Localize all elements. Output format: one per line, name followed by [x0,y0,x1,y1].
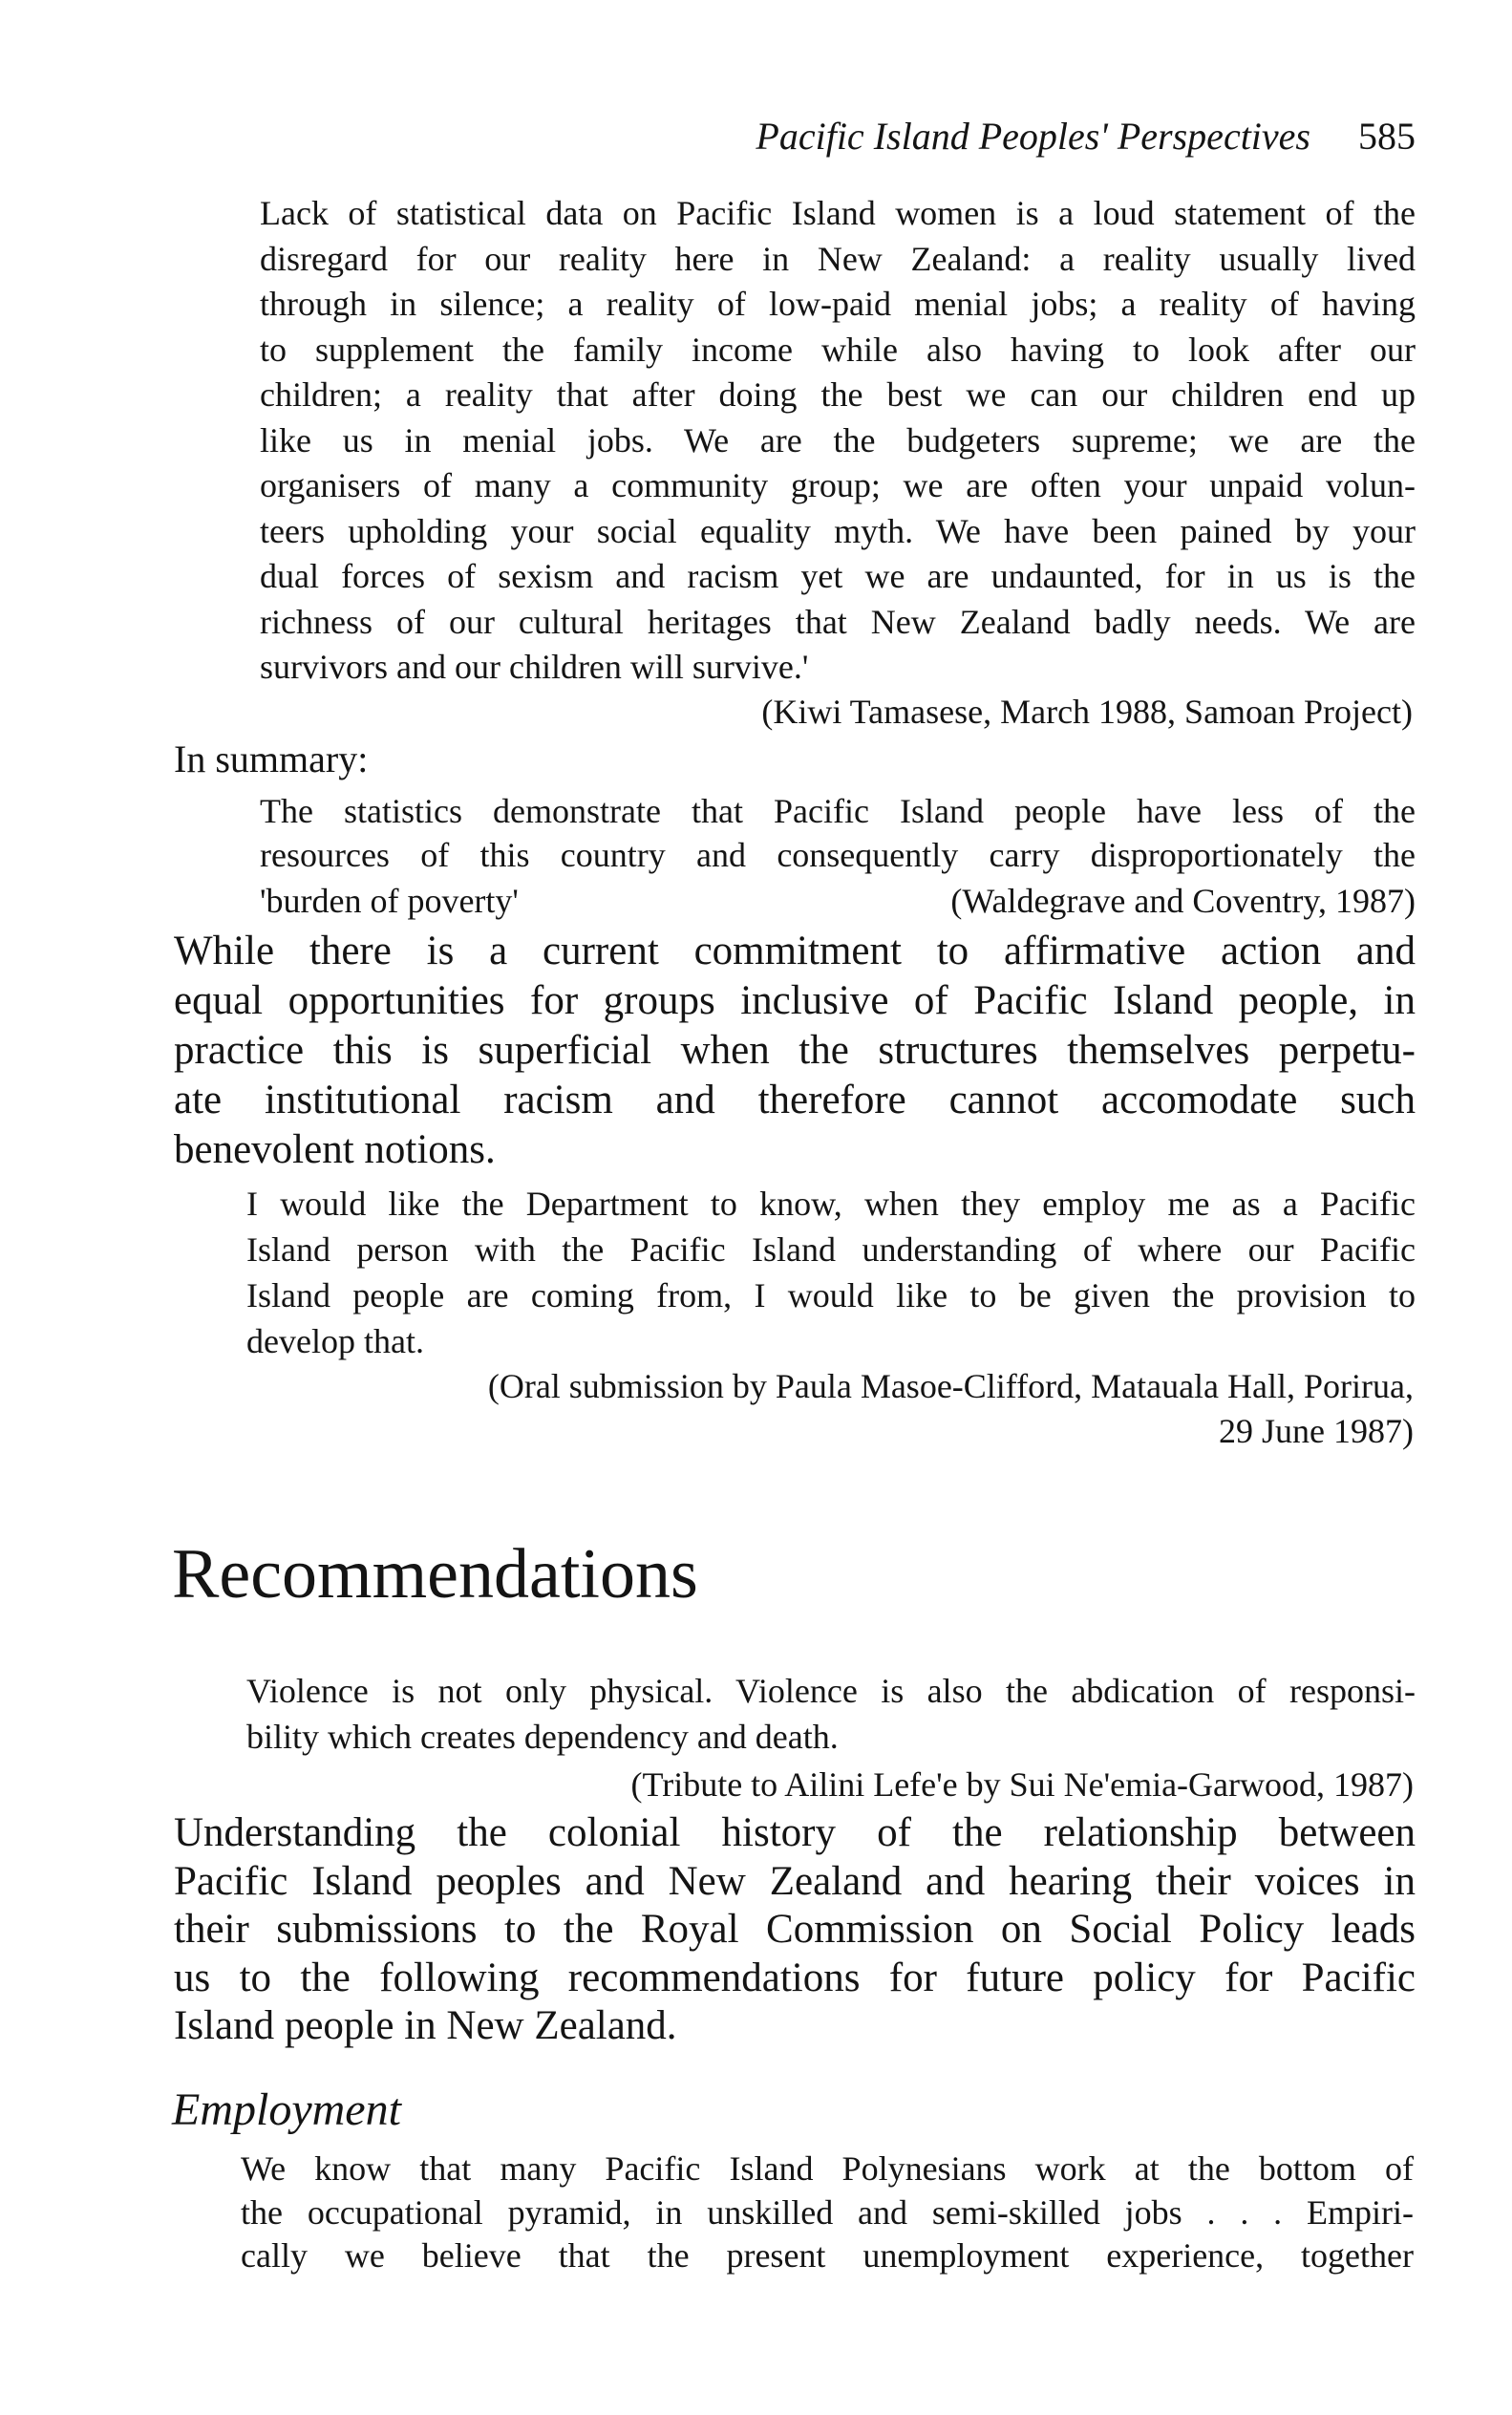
paragraph-line: Island people in New Zealand. [174,2003,677,2048]
quote-line: dual forces of sexism and racism yet we are undaunted, for in us is the [260,557,1416,595]
quote-line: Lack of statistical data on Pacific Island women is a loud statement of the [260,194,1416,232]
paragraph-line: Understanding the colonial history of the relationship between [174,1810,1416,1855]
paragraph-line: equal opportunities for groups inclusive of Pacific Island people, in [174,978,1416,1023]
block-quote-tribute [246,1668,1416,1760]
quote-line: We know that many Pacific Island Polynesians work at the bottom of [241,2149,1414,2188]
quote-attribution: (Tribute to Ailini Lefe'e by Sui Ne'emia-Garwood, 1987) [630,1765,1414,1804]
quote-attribution: (Kiwi Tamasese, March 1988, Samoan Project) [761,693,1413,731]
paragraph-line: ate institutional racism and therefore cannot accomodate such [174,1078,1416,1122]
quote-line: resources of this country and consequently carry disproportionately the [260,836,1416,874]
body-paragraph [174,927,1416,1175]
quote-line: develop that. [246,1322,424,1360]
attribution-line: 29 June 1987) [1219,1412,1414,1450]
block-quote-masoe-clifford [246,1181,1416,1364]
quote-line: disregard for our reality here in New Zealand: a reality usually lived [260,239,1416,278]
running-title: Pacific Island Peoples' Perspectives [756,115,1310,158]
paragraph-line: practice this is superficial when the structures themselves perpetu- [174,1028,1416,1073]
quote-line: Island people are coming from, I would like to be given the provision to [246,1276,1416,1314]
quote-line: survivors and our children will survive.' [260,648,809,686]
page-number: 585 [1358,115,1416,158]
paragraph-line: us to the following recommendations for future policy for Pacific [174,1955,1416,2000]
quote-line: bility which creates dependency and death. [246,1718,839,1756]
quote-line: richness of our cultural heritages that New Zealand badly needs. We are [260,602,1416,641]
block-quote-waldegrave [260,789,1416,877]
quote-line: cally we believe that the present unemployment experience, together [241,2236,1414,2275]
block-quote-kiwi-tamasese [260,191,1416,691]
quote-line: The statistics demonstrate that Pacific Island people have less of the [260,792,1416,830]
quote-line: teers upholding your social equality myth. We have been pained by your [260,511,1416,550]
subsection-heading: Employment [172,2084,401,2135]
quote-line: organisers of many a community group; we are often your unpaid volun- [260,466,1416,504]
quote-line: Violence is not only physical. Violence is also the abdication of responsi- [246,1672,1416,1710]
quote-line: children; a reality that after doing the best we can our children end up [260,375,1416,414]
quote-line: like us in menial jobs. We are the budgeters supreme; we are the [260,420,1416,459]
paragraph-line: benevolent notions. [174,1127,496,1172]
body-paragraph [174,1809,1416,2051]
paragraph-line: While there is a current commitment to affirmative action and [174,929,1416,973]
quote-line: through in silence; a reality of low-paid menial jobs; a reality of having [260,285,1416,323]
quote-attribution [246,1364,1414,1454]
block-quote-employment [241,2148,1414,2278]
paragraph-line: their submissions to the Royal Commission on Social Policy leads [174,1907,1416,1952]
running-header [172,113,1416,170]
paragraph-line: Pacific Island peoples and New Zealand and hearing their voices in [174,1858,1416,1904]
quote-line: Island person with the Pacific Island understanding of where our Pacific [246,1230,1416,1269]
quote-line: to supplement the family income while also having to look after our [260,330,1416,369]
section-heading: Recommendations [172,1535,698,1614]
quote-line: the occupational pyramid, in unskilled and semi-skilled jobs . . . Empiri- [241,2192,1414,2232]
quote-line: I would like the Department to know, when they employ me as a Pacific [246,1185,1416,1223]
attribution-line: (Oral submission by Paula Masoe-Clifford, Matauala Hall, Porirua, [487,1367,1414,1405]
summary-heading: In summary: [174,737,369,780]
quote-line: 'burden of poverty' [260,882,519,920]
quote-attribution: (Waldegrave and Coventry, 1987) [950,882,1416,920]
